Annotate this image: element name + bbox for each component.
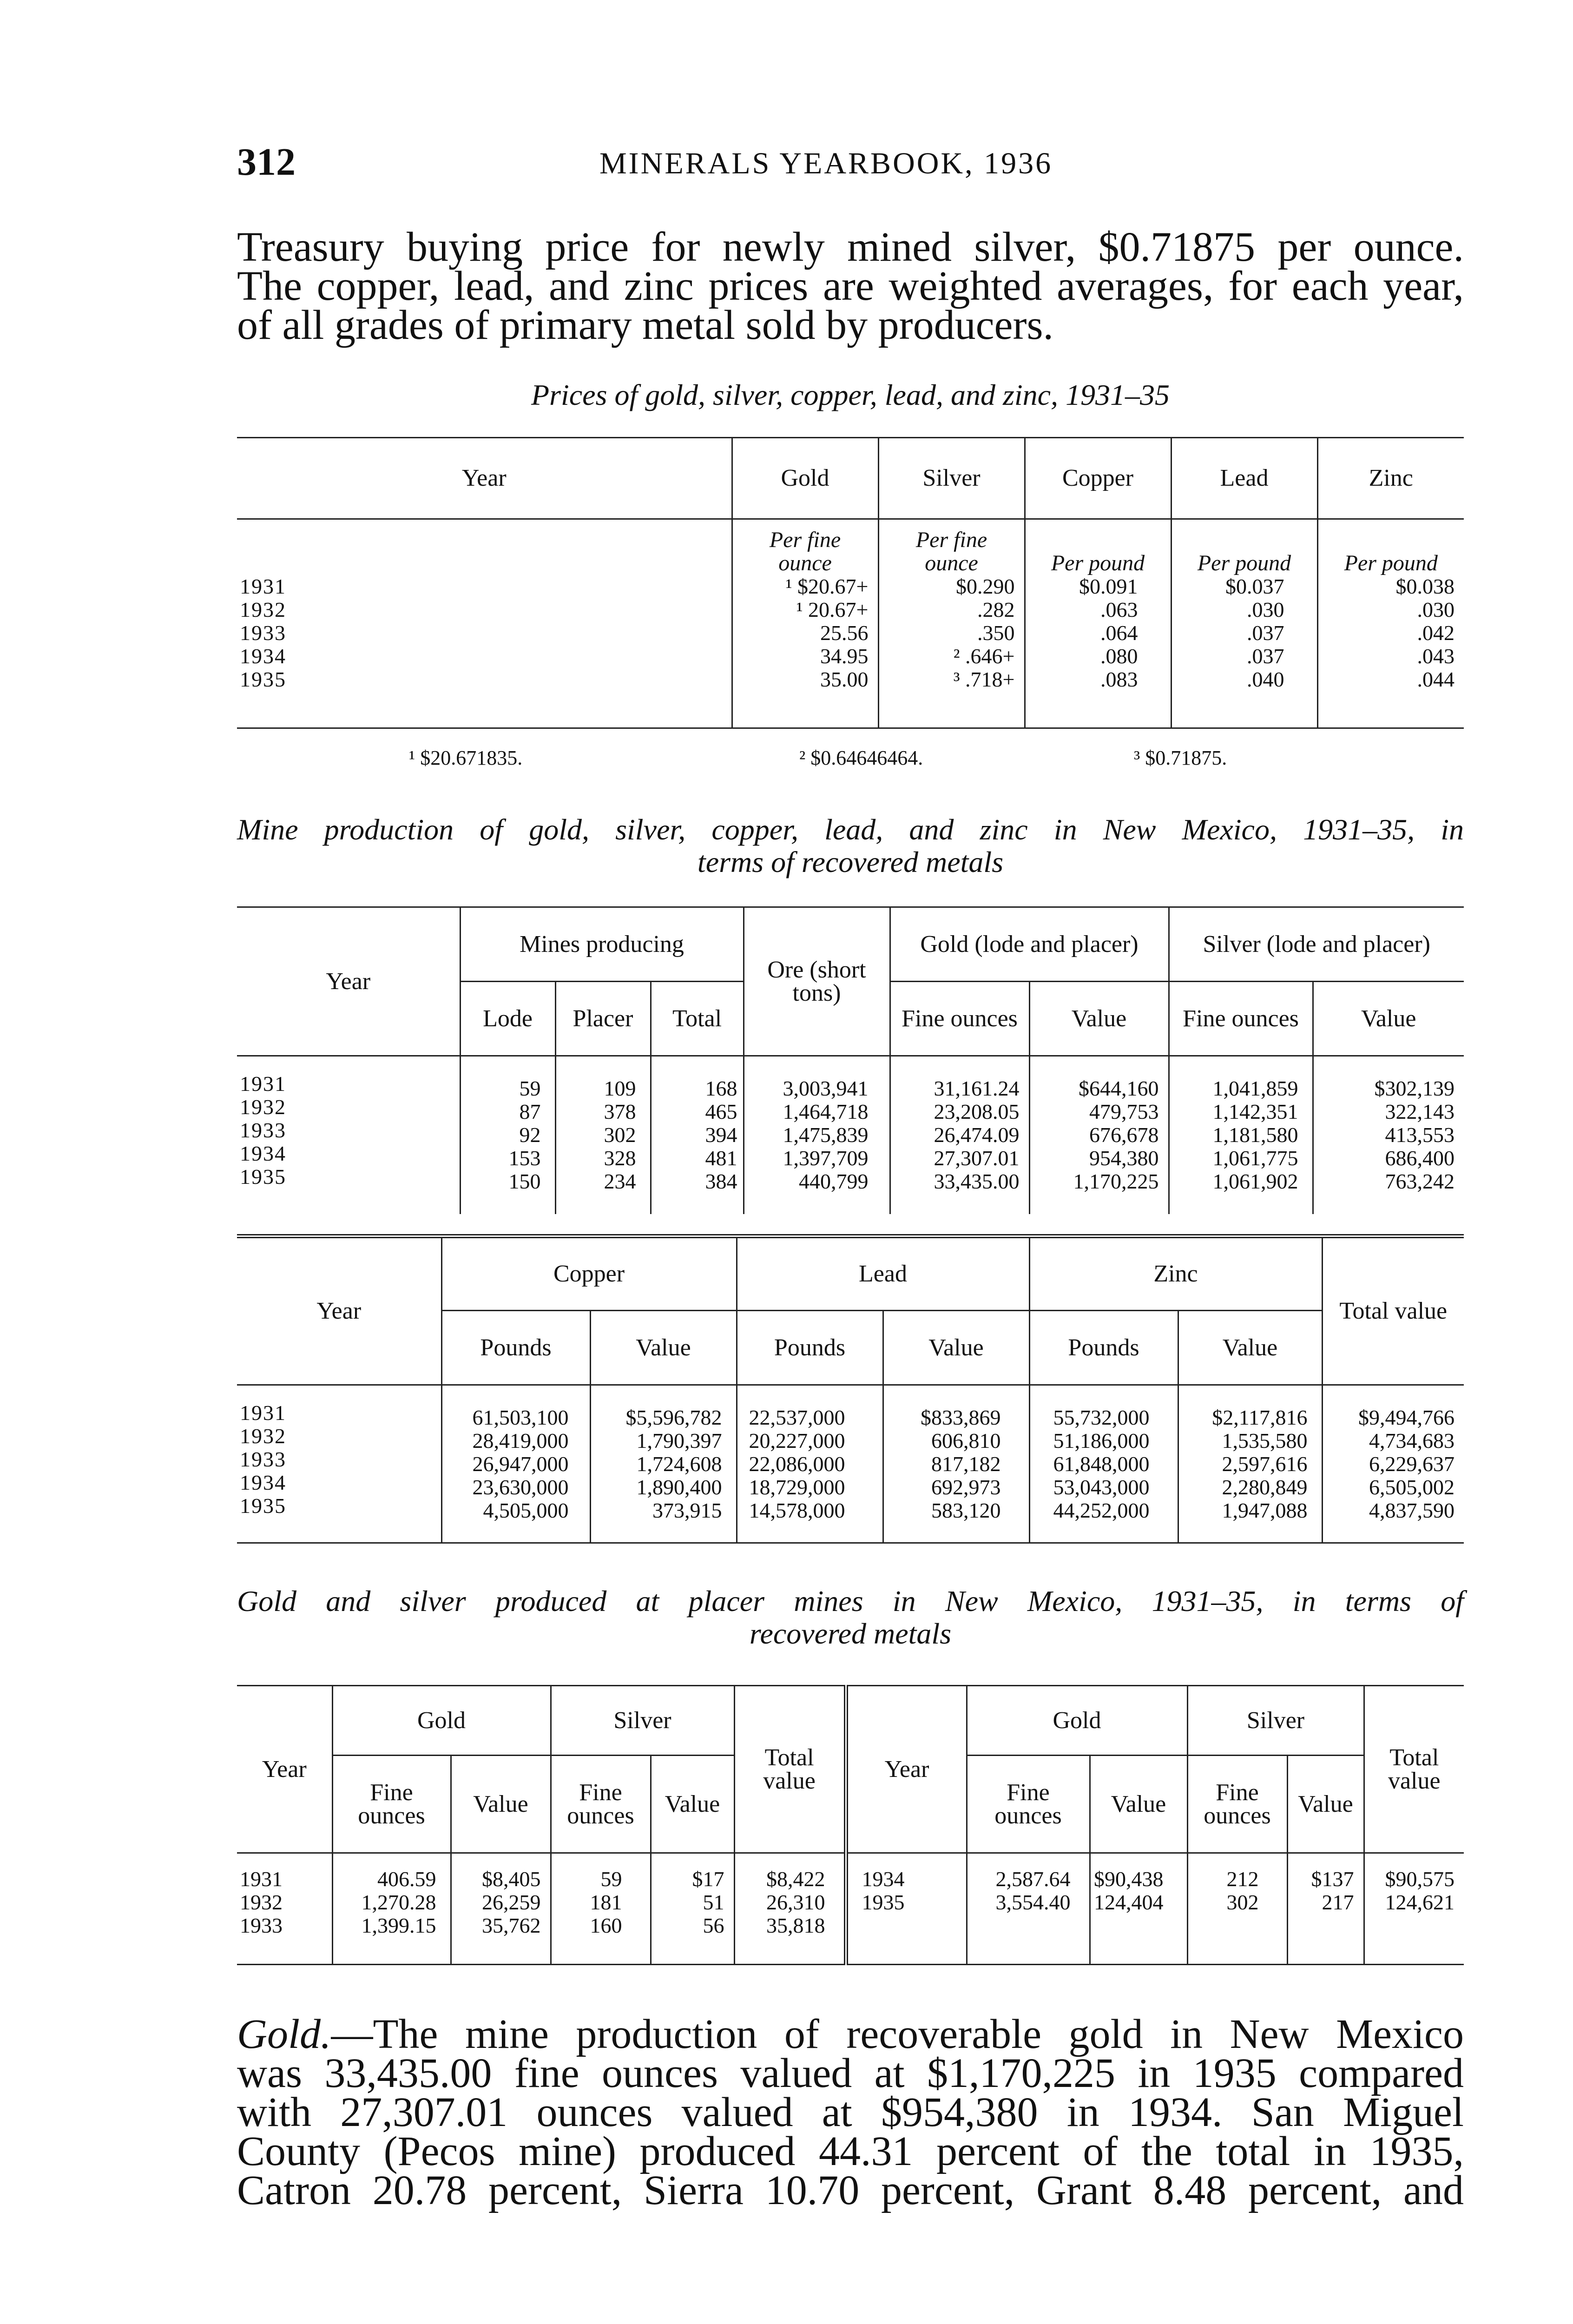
silver-prices: $0.290 .282 .350 ² .646+ ³ .718+ — [878, 575, 1025, 728]
col-gold-value: Value — [1029, 982, 1169, 1056]
col-silver-value: Value — [1313, 982, 1464, 1056]
col-total: Total — [651, 982, 744, 1056]
copper-prices: $0.091 .063 .064 .080 .083 — [1025, 575, 1171, 728]
col-zinc: Zinc — [1317, 438, 1464, 519]
col-lode: Lode — [460, 982, 555, 1056]
col-gold: Gold (lode and placer) — [890, 907, 1169, 982]
gold-line: was 33,435.00 fine ounces valued at $1,170,225 in 1935 compared — [237, 2050, 1464, 2096]
col-gold-oz-right: Fine ounces — [967, 1756, 1090, 1853]
col-silver-oz-left: Fine ounces — [551, 1756, 651, 1853]
lead-pound-values: 22,537,000 20,227,000 22,086,000 18,729,000 14,578,000 — [737, 1385, 883, 1543]
col-silver-fine-ounces: Fine ounces — [1169, 982, 1313, 1056]
total-right: $90,575 124,621 — [1364, 1853, 1464, 1965]
production-table-b — [237, 1234, 1464, 1544]
unit-gold: Per fine ounce — [732, 519, 878, 575]
gold-paragraph — [237, 2011, 1464, 2213]
col-year: Year — [326, 968, 371, 995]
silver-oz-right: 212 302 — [1187, 1853, 1287, 1965]
zinc-prices: $0.038 .030 .042 .043 .044 — [1317, 575, 1464, 728]
col-copper-value: Value — [590, 1311, 737, 1385]
col-copper-pounds: Pounds — [441, 1311, 590, 1385]
total-values: 168 465 394 481 384 — [651, 1056, 744, 1214]
gold-ounce-values: 31,161.24 23,208.05 26,474.09 27,307.01 33,435.00 — [890, 1056, 1029, 1214]
lead-value-values: $833,869 606,810 817,182 692,973 583,120 — [883, 1385, 1029, 1543]
col-gold-fine-ounces: Fine ounces — [890, 982, 1029, 1056]
intro-line: Treasury buying price for newly mined silver, $0.71875 per ounce. — [237, 224, 1464, 270]
col-gold-value-right: Value — [1090, 1756, 1187, 1853]
prices-table-caption — [237, 379, 1464, 411]
col-zinc-value: Value — [1178, 1311, 1322, 1385]
year-labels: 1931 1932 1933 1934 1935 — [240, 1072, 286, 1189]
unit-silver: Per fine ounce — [878, 519, 1025, 575]
col-lead: Lead — [1171, 438, 1317, 519]
col-lead-pounds: Pounds — [737, 1311, 883, 1385]
placer-caption — [237, 1585, 1464, 1650]
gold-value-left: $8,405 26,259 35,762 — [451, 1853, 551, 1965]
col-lead: Lead — [737, 1236, 1029, 1311]
copper-pound-values: 61,503,100 28,419,000 26,947,000 23,630,000 4,505,000 — [441, 1385, 590, 1543]
unit-zinc: Per pound — [1317, 519, 1464, 575]
caption-line: terms of recovered metals — [697, 845, 1004, 878]
placer-values: 109 378 302 328 234 — [555, 1056, 651, 1214]
gold-oz-right: 2,587.64 3,554.40 — [967, 1853, 1090, 1965]
year-labels-right: 1934 1935 — [846, 1853, 967, 1965]
total-value-values: $9,494,766 4,734,683 6,229,637 6,505,002 4,837,590 — [1322, 1385, 1464, 1543]
col-year-left: Year — [262, 1756, 307, 1783]
gold-line: with 27,307.01 ounces valued at $954,380 in 1934. San Miguel — [237, 2089, 1464, 2135]
col-total-value: Total value — [1322, 1236, 1464, 1385]
col-total-right: Total value — [1364, 1686, 1464, 1853]
year-labels: 1931 1932 1933 1934 1935 — [240, 1400, 286, 1518]
intro-paragraph — [237, 224, 1464, 348]
lead-prices: $0.037 .030 .037 .037 .040 — [1171, 575, 1317, 728]
zinc-pound-values: 55,732,000 51,186,000 61,848,000 53,043,000 44,252,000 — [1029, 1385, 1178, 1543]
silver-value-left: $17 51 56 — [651, 1853, 734, 1965]
running-title: MINERALS YEARBOOK, 1936 — [599, 146, 1053, 180]
total-left: $8,422 26,310 35,818 — [734, 1853, 846, 1965]
gold-prices: ¹ $20.67+ ¹ 20.67+ 25.56 34.95 35.00 — [732, 575, 878, 728]
col-ore: Ore (short tons) — [744, 907, 890, 1056]
col-gold: Gold — [732, 438, 878, 519]
col-copper: Copper — [441, 1236, 737, 1311]
col-mines-producing: Mines producing — [460, 907, 744, 982]
silver-ounce-values: 1,041,859 1,142,351 1,181,580 1,061,775 1,061,902 — [1169, 1056, 1313, 1214]
col-silver-value-right: Value — [1287, 1756, 1364, 1853]
col-year: Year — [461, 465, 507, 491]
gold-line: County (Pecos mine) produced 44.31 percent of the total in 1935, — [237, 2128, 1464, 2174]
caption-line: recovered metals — [749, 1617, 952, 1650]
production-table-a — [237, 906, 1464, 1214]
year-labels-left: 1931 1932 1933 — [240, 1867, 283, 1937]
year-labels: 1931 1932 1933 1934 1935 — [240, 574, 286, 691]
page-number: 312 — [237, 140, 296, 184]
footnote-2: ² $0.64646464. — [799, 746, 923, 769]
col-gold-oz-left: Fine ounces — [332, 1756, 451, 1853]
placer-table — [237, 1685, 1464, 1965]
zinc-value-values: $2,117,816 1,535,580 2,597,616 2,280,849 1,947,088 — [1178, 1385, 1322, 1543]
copper-value-values: $5,596,782 1,790,397 1,724,608 1,890,400 373,915 — [590, 1385, 737, 1543]
gold-heading: Gold. — [237, 2011, 331, 2057]
col-zinc-pounds: Pounds — [1029, 1311, 1178, 1385]
silver-value-values: $302,139 322,143 413,553 686,400 763,242 — [1313, 1056, 1464, 1214]
intro-line: of all grades of primary metal sold by producers. — [237, 302, 1053, 348]
col-total-left: Total value — [734, 1686, 846, 1853]
gold-oz-left: 406.59 1,270.28 1,399.15 — [332, 1853, 451, 1965]
gold-line: Catron 20.78 percent, Sierra 10.70 percent, Grant 8.48 percent, and — [237, 2167, 1464, 2213]
silver-value-right: $137 217 — [1287, 1853, 1364, 1965]
caption-line: Mine production of gold, silver, copper, lead, and zinc in New Mexico, 1931–35, in — [237, 813, 1464, 846]
col-placer: Placer — [555, 982, 651, 1056]
col-silver-oz-right: Fine ounces — [1187, 1756, 1287, 1853]
caption-line: Prices of gold, silver, copper, lead, and zinc, 1931–35 — [531, 378, 1170, 411]
page-header — [237, 139, 1464, 191]
prices-table — [237, 437, 1464, 729]
col-lead-value: Value — [883, 1311, 1029, 1385]
col-gold-value-left: Value — [451, 1756, 551, 1853]
footnote-1: ¹ $20.671835. — [409, 746, 523, 769]
footnote-3: ³ $0.71875. — [1134, 746, 1227, 769]
intro-line: The copper, lead, and zinc prices are weighted averages, for each year, — [237, 263, 1464, 309]
col-gold-right: Gold — [967, 1686, 1187, 1756]
col-silver-left: Silver — [551, 1686, 734, 1756]
gold-value-values: $644,160 479,753 676,678 954,380 1,170,225 — [1029, 1056, 1169, 1214]
gold-value-right: $90,438 124,404 — [1090, 1853, 1187, 1965]
unit-lead: Per pound — [1171, 519, 1317, 575]
col-gold-left: Gold — [332, 1686, 551, 1756]
col-silver-value-left: Value — [651, 1756, 734, 1853]
caption-line: Gold and silver produced at placer mines in New Mexico, 1931–35, in terms of — [237, 1585, 1464, 1618]
col-silver: Silver (lode and placer) — [1169, 907, 1464, 982]
gold-line — [237, 2011, 1464, 2057]
col-silver-right: Silver — [1187, 1686, 1364, 1756]
silver-oz-left: 59 181 160 — [551, 1853, 651, 1965]
col-zinc: Zinc — [1029, 1236, 1322, 1311]
col-year-right: Year — [846, 1686, 967, 1853]
unit-copper: Per pound — [1025, 519, 1171, 575]
col-year: Year — [316, 1298, 362, 1324]
production-caption — [237, 813, 1464, 878]
ore-values: 3,003,941 1,464,718 1,475,839 1,397,709 440,799 — [744, 1056, 890, 1214]
col-silver: Silver — [878, 438, 1025, 519]
lode-values: 59 87 92 153 150 — [460, 1056, 555, 1214]
col-copper: Copper — [1025, 438, 1171, 519]
gold-line-text: —The mine production of recoverable gold in New Mexico — [331, 2011, 1464, 2057]
